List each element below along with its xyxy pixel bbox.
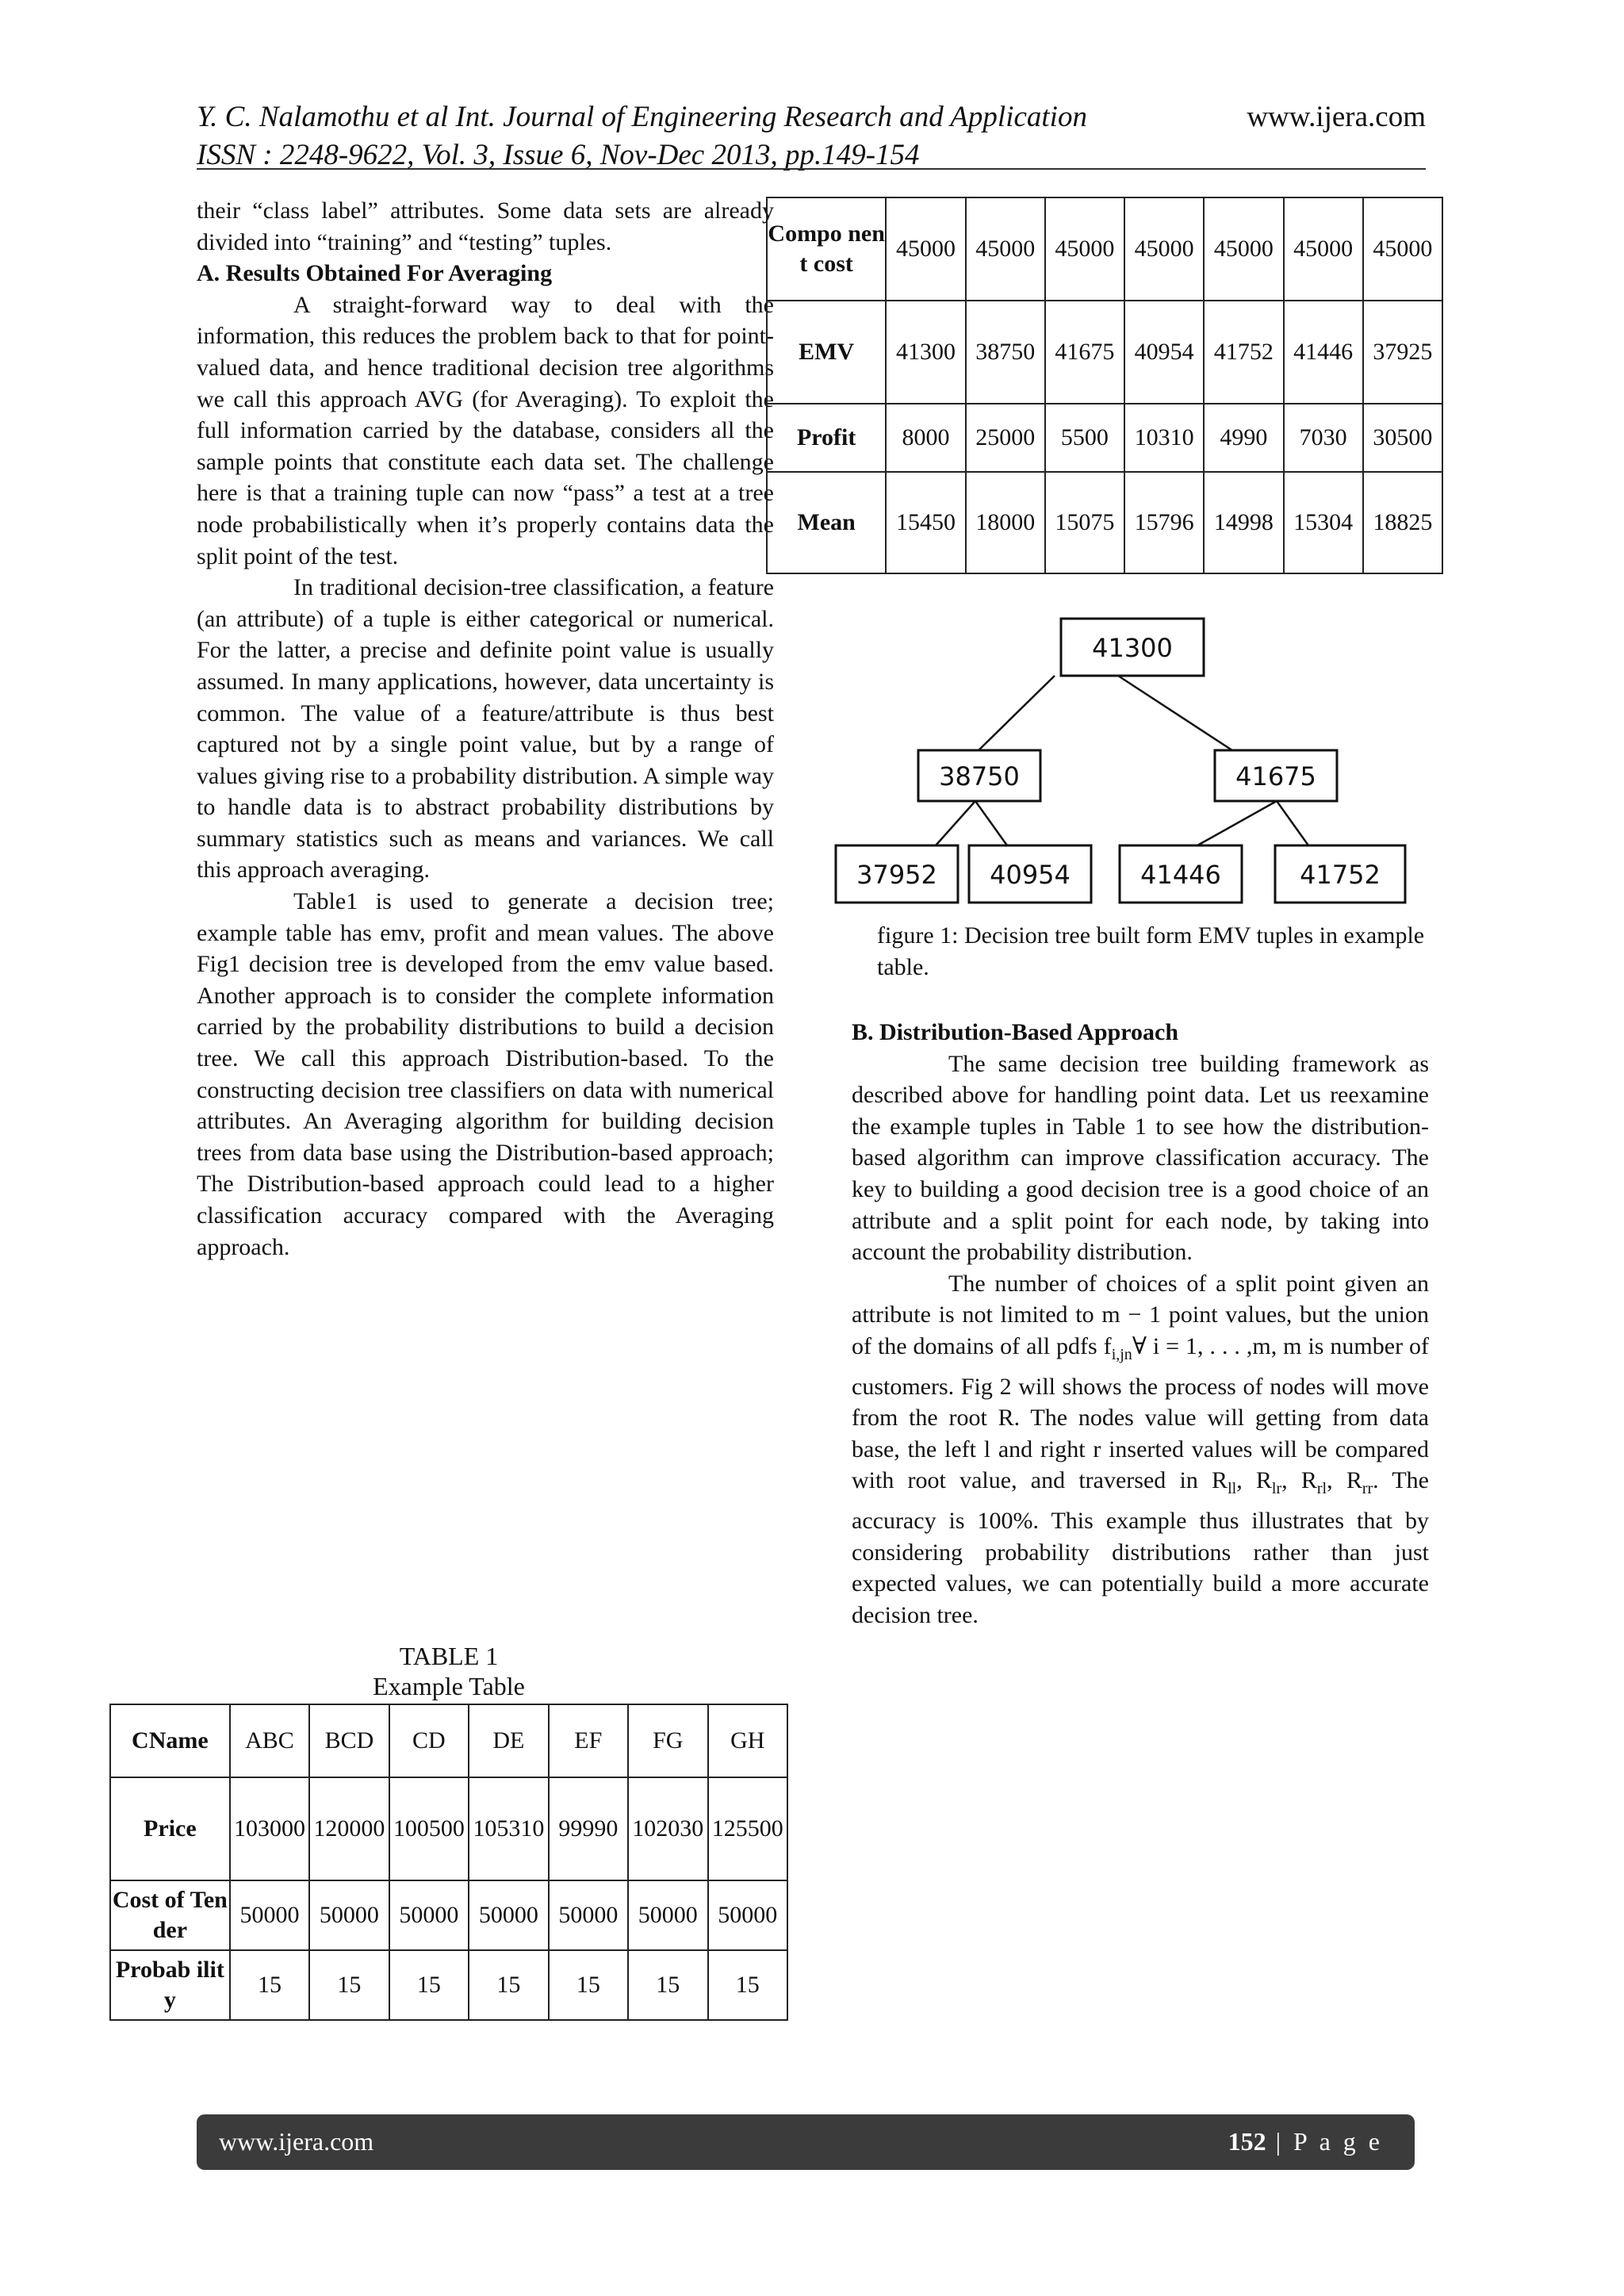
footer-page (1228, 2127, 1383, 2156)
table1-cell: 15 (469, 1950, 548, 2020)
tree-node-root-label: 41300 (1092, 633, 1173, 663)
edge-left-ll (936, 801, 975, 845)
table1-cell: 50000 (389, 1880, 469, 1950)
left-column (197, 195, 774, 1263)
top-table-cell: 14998 (1204, 472, 1283, 573)
table1-cell: 50000 (708, 1880, 787, 1950)
tree-node-rr-label: 41752 (1300, 860, 1381, 890)
table1-row-label: Cost of Tender (110, 1880, 230, 1950)
table1-cell: 15 (309, 1950, 389, 2020)
top-table-row (767, 301, 1442, 404)
section-b-heading: B. Distribution-Based Approach (852, 1019, 1179, 1045)
top-table-cell: 15450 (886, 472, 965, 573)
paragraph-table1: Table1 is used to generate a decision tree; example table has emv, profit and mean values. The above Fig1 decision tree is developed from the emv value based. Another approach is to consider the complete information carried by the probability distributions to build a decision tree. We call this approach Distribution-based. To the constructing decision tree classifiers on data with numerical attributes. An Averaging algorithm for building decision trees from data base using the Distribution-based approach; The Distribution-based approach could lead to a higher classification accuracy compared with the Averaging approach. (197, 888, 774, 1260)
top-table-cell: 45000 (1124, 197, 1204, 301)
top-table-cell: 18000 (966, 472, 1045, 573)
table1-cell: 50000 (230, 1880, 309, 1950)
table1-cell: 15 (389, 1950, 469, 2020)
table1-cell: 15 (230, 1950, 309, 2020)
top-table-cell: 40954 (1124, 301, 1204, 404)
table1-cell: 50000 (469, 1880, 548, 1950)
top-table-cell: 8000 (886, 404, 965, 472)
table1-title: TABLE 1 (399, 1642, 499, 1670)
header-divider (197, 168, 1426, 170)
paragraph-uncertainty: In traditional decision-tree classification, a feature (an attribute) of a tuple is either categorical or numerical. For the latter, a precise and definite point value is usually assumed. In many applications, however, data uncertainty is common. The value of a feature/attribute is thus best captured not by a single point value, but by a range of values giving rise to a probability distribution. A simple way to handle data is to abstract probability distributions by summary statistics such as means and variances. We call this approach averaging. (197, 574, 774, 884)
table1-row-label: Probab ility (110, 1950, 230, 2020)
issn-line: ISSN : 2248-9622, Vol. 3, Issue 6, Nov-Dec 2013, pp.149-154 (197, 139, 920, 171)
table1-cell: 50000 (628, 1880, 707, 1950)
top-table-cell: 5500 (1045, 404, 1124, 472)
table1-cell: 103000 (230, 1777, 309, 1880)
table1-cell: 120000 (309, 1777, 389, 1880)
table1-cell: 50000 (549, 1880, 628, 1950)
edge-root-right (1118, 676, 1237, 753)
top-table-cell: 30500 (1363, 404, 1442, 472)
table1-cell: 105310 (469, 1777, 548, 1880)
section-a-heading: A. Results Obtained For Averaging (197, 260, 553, 287)
paragraph-split-points: The number of choices of a split point given an attribute is not limited to m − 1 point values, but the union of the domains of all pdfs $f_{i,jn}\forall$ i = 1, . . . ,m, m is number of customers. Fig 2 will shows the process of nodes will move from the root R. The nodes value will getting from data base, the left l and right r inserted values will be compared with root value, and traversed in $R_{ll}$, $R_{lr}$, $R_{rl}$, $R_{rr}$. The accuracy is 100%. This example thus illustrates that by considering probability distributions rather than just expected values, we can potentially build a more accurate decision tree. (852, 1270, 1430, 1628)
top-table-row (767, 404, 1442, 472)
table1-cell: 15 (708, 1950, 787, 2020)
table1-column-header: GH (708, 1704, 787, 1777)
top-table-row (767, 197, 1442, 301)
table1-cell: 102030 (628, 1777, 707, 1880)
top-data-table (766, 197, 1443, 574)
page-footer (197, 2114, 1415, 2170)
table1-column-header: DE (469, 1704, 548, 1777)
tree-node-ll-label: 37952 (856, 860, 937, 890)
journal-citation (197, 98, 1087, 174)
top-table-row (767, 472, 1442, 573)
top-table-cell: 15304 (1284, 472, 1363, 573)
top-table-row-label: Profit (767, 404, 886, 472)
top-table-cell: 4990 (1204, 404, 1283, 472)
top-table-cell: 41446 (1284, 301, 1363, 404)
right-column (852, 1017, 1429, 1631)
top-table-row-label: EMV (767, 301, 886, 404)
table1-header-label: CName (110, 1704, 230, 1777)
top-table-cell: 10310 (1124, 404, 1204, 472)
top-table-cell: 41675 (1045, 301, 1124, 404)
footer-website[interactable]: www.ijera.com (219, 2127, 374, 2156)
page-label: | P a g e (1266, 2127, 1383, 2156)
top-table-cell: 37925 (1363, 301, 1442, 404)
top-table-cell: 15075 (1045, 472, 1124, 573)
table1-cell: 50000 (309, 1880, 389, 1950)
top-table-cell: 45000 (1363, 197, 1442, 301)
table1-cell: 15 (628, 1950, 707, 2020)
paragraph-averaging: A straight-forward way to deal with the information, this reduces the problem back to that for point-valued data, and hence traditional decision tree algorithms we call this approach AVG (for Averaging). To exploit the full information carried by the database, considers all the sample points that constitute each data set. The challenge here is that a training tuple can now “pass” a test at a tree node probabilistically when it’s properly contains data the split point of the test. (197, 291, 774, 569)
page-number: 152 (1228, 2127, 1266, 2156)
table1-column-header: FG (628, 1704, 707, 1777)
table1-row-label: Price (110, 1777, 230, 1880)
top-table-cell: 45000 (966, 197, 1045, 301)
tree-node-right-label: 41675 (1235, 761, 1316, 792)
citation-line: Y. C. Nalamothu et al Int. Journal of Engineering Research and Application (197, 101, 1087, 133)
decision-tree-figure (825, 603, 1459, 920)
example-table (109, 1704, 788, 2021)
edge-right-rr (1277, 801, 1308, 845)
table1-cell: 99990 (549, 1777, 628, 1880)
top-table-cell: 38750 (966, 301, 1045, 404)
table1-column-header: ABC (230, 1704, 309, 1777)
table1-cell: 125500 (708, 1777, 787, 1880)
table1-row (110, 1950, 787, 2020)
top-table-cell: 45000 (1045, 197, 1124, 301)
top-table-cell: 45000 (886, 197, 965, 301)
top-table-cell: 7030 (1284, 404, 1363, 472)
edge-right-rl (1197, 801, 1277, 845)
table1-column-header: EF (549, 1704, 628, 1777)
paragraph-distribution: The same decision tree building framework as described above for handling point data. Let us reexamine the example tuples in Table 1 to see how the distribution-based algorithm can improve classification accuracy. The key to building a good decision tree is a good choice of an attribute and a split point for each node, by taking into account the probability distribution. (852, 1050, 1429, 1266)
top-table-cell: 41752 (1204, 301, 1283, 404)
edge-root-left (975, 676, 1055, 753)
table1-cell: 15 (549, 1950, 628, 2020)
header-website[interactable]: www.ijera.com (1247, 101, 1426, 133)
top-table-cell: 45000 (1284, 197, 1363, 301)
tree-node-rl-label: 41446 (1140, 860, 1221, 890)
table1-column-header: BCD (309, 1704, 389, 1777)
top-table-cell: 18825 (1363, 472, 1442, 573)
tree-node-lr-label: 40954 (990, 860, 1071, 890)
top-table-cell: 15796 (1124, 472, 1204, 573)
table1-header-row (110, 1704, 787, 1777)
table1-row (110, 1880, 787, 1950)
top-table-row-label: Compo nent cost (767, 197, 886, 301)
top-table-cell: 25000 (966, 404, 1045, 472)
table1-column-header: CD (389, 1704, 469, 1777)
table1-subtitle: Example Table (373, 1672, 525, 1700)
top-table-cell: 41300 (886, 301, 965, 404)
table1-cell: 100500 (389, 1777, 469, 1880)
paragraph-intro: their “class label” attributes. Some data sets are already divided into “training” and “testing” tuples. (197, 197, 774, 255)
edge-left-lr (975, 801, 1007, 845)
top-table-cell: 45000 (1204, 197, 1283, 301)
table1-row (110, 1777, 787, 1880)
top-table-row-label: Mean (767, 472, 886, 573)
figure-1-caption: figure 1: Decision tree built form EMV tuples in example table. (877, 922, 1425, 980)
tree-node-left-label: 38750 (939, 761, 1020, 792)
